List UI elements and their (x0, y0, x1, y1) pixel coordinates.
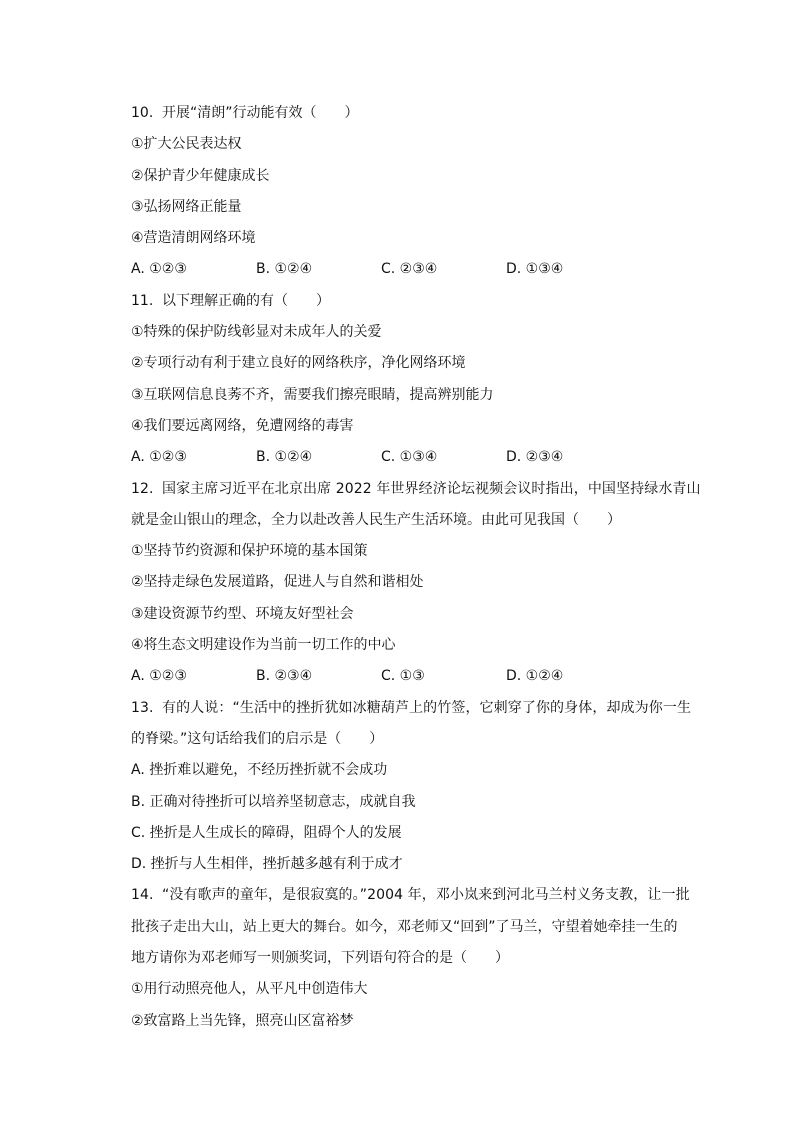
question-10-options (131, 254, 701, 285)
question-12-options (131, 661, 701, 692)
statement-item: ②专项行动有利于建立良好的网络秩序，净化网络环境 (131, 355, 466, 372)
statement-item: ③建设资源节约型、环境友好型社会 (131, 605, 354, 622)
statement-item: ①坚持节约资源和保护环境的基本国策 (131, 543, 368, 560)
answer-option-b: B. ①②④ (256, 261, 313, 278)
answer-option-c: C. ①③ (381, 668, 425, 685)
statement-item: ②坚持走绿色发展道路，促进人与自然和谐相处 (131, 574, 424, 591)
statement-item: ②保护青少年健康成长 (131, 167, 270, 184)
answer-option-b: B. ①②④ (256, 449, 313, 466)
answer-option-a: A. ①②③ (131, 449, 187, 466)
question-12-stem (131, 474, 701, 505)
answer-option-d: D. 挫折与人生相伴，挫折越多越有利于成才 (131, 856, 403, 873)
answer-option-c: C. ①③④ (381, 449, 438, 466)
answer-option-d: D. ①②④ (506, 668, 564, 685)
question-number: 12. (131, 480, 154, 497)
question-10-stem (131, 98, 701, 129)
statement-item: ④营造清朗网络环境 (131, 230, 256, 247)
statement-item: ④我们要远离网络，免遭网络的毒害 (131, 417, 354, 434)
statement-item: ④将生态文明建设作为当前一切工作的中心 (131, 637, 396, 654)
answer-option-b: B. 正确对待挫折可以培养坚韧意志，成就自我 (131, 793, 416, 810)
question-11-stem (131, 286, 701, 317)
statement-item: ①用行动照亮他人，从平凡中创造伟大 (131, 981, 368, 998)
question-text-continued: 批孩子走出大山，站上更大的舞台。如今，邓老师又“回到”了马兰，守望着她牵挂一生的 (131, 918, 678, 935)
question-text-continued: 地方请你为邓老师写一则颁奖词，下列语句符合的是（ ） (131, 950, 509, 967)
question-text-continued: 的脊梁。”这句话给我们的启示是（ ） (131, 730, 384, 747)
question-number: 10. (131, 105, 154, 121)
question-14-stem (131, 880, 701, 911)
question-text: 国家主席习近平在北京出席 2022 年世界经济论坛视频会议时指出，中国坚持绿水青山 (162, 480, 701, 497)
statement-item: ①特殊的保护防线彰显对未成年人的关爱 (131, 324, 382, 341)
question-text: 开展“清朗”行动能有效（ ） (162, 105, 359, 121)
question-number: 11. (131, 292, 154, 309)
question-text: 以下理解正确的有（ ） (162, 292, 330, 309)
answer-option-d: D. ①③④ (506, 261, 564, 278)
question-content (131, 98, 701, 1037)
statement-item: ②致富路上当先锋，照亮山区富裕梦 (131, 1012, 354, 1029)
answer-option-c: C. ②③④ (381, 261, 438, 278)
question-13-stem (131, 693, 701, 724)
answer-option-c: C. 挫折是人生成长的障碍，阻碍个人的发展 (131, 824, 402, 841)
question-text: 有的人说：“生活中的挫折犹如冰糖葫芦上的竹签，它刺穿了你的身体，却成为你一生 (162, 699, 692, 716)
statement-item: ③互联网信息良莠不齐，需要我们擦亮眼睛，提高辨别能力 (131, 386, 494, 403)
answer-option-b: B. ②③④ (256, 668, 313, 685)
answer-option-a: A. 挫折难以避免，不经历挫折就不会成功 (131, 762, 388, 779)
question-11-options (131, 442, 701, 473)
question-number: 14. (131, 887, 154, 904)
question-text: “没有歌声的童年，是很寂寞的。”2004 年，邓小岚来到河北马兰村义务支教，让一批 (162, 887, 690, 904)
answer-option-d: D. ②③④ (506, 449, 564, 466)
question-text-continued: 就是金山银山的理念，全力以赴改善人民生产生活环境。由此可见我国（ ） (131, 511, 621, 528)
answer-option-a: A. ①②③ (131, 261, 187, 278)
statement-item: ③弘扬网络正能量 (131, 198, 242, 215)
question-number: 13. (131, 699, 154, 716)
statement-item: ①扩大公民表达权 (131, 136, 242, 153)
answer-option-a: A. ①②③ (131, 668, 187, 685)
